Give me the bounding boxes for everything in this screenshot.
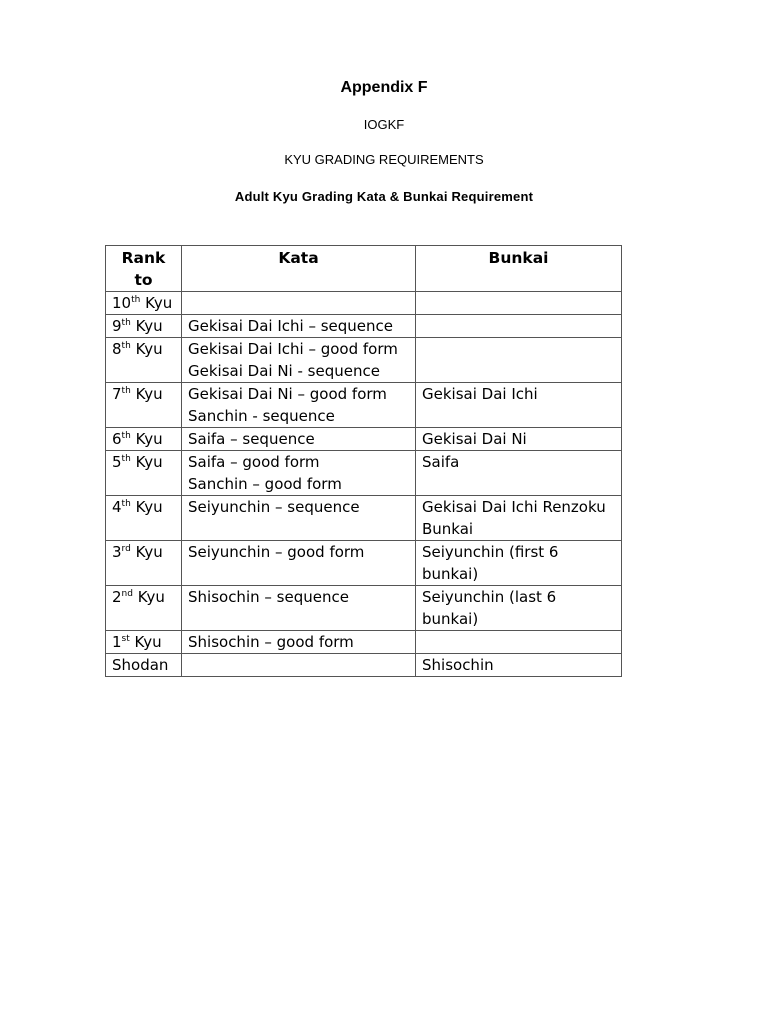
kata-requirement: Seiyunchin – good form [188,543,365,561]
kata-cell [182,383,416,428]
kata-requirement: Seiyunchin – sequence [188,498,360,516]
rank-cell [106,496,182,541]
rank-unit: Kyu [134,633,162,651]
bunkai-cell [416,451,622,496]
rank-ordinal-suffix: th [121,431,131,441]
table-row [106,541,622,586]
bunkai-cell [416,541,622,586]
grading-table [105,245,622,677]
table-row [106,496,622,541]
rank-ordinal-suffix: nd [121,589,133,599]
bunkai-cell [416,631,622,654]
bunkai-requirement: Seiyunchin (last 6 bunkai) [422,588,557,628]
rank-number: 2 [112,588,122,606]
kata-requirement: Saifa – sequence [188,430,315,448]
table-caption: Adult Kyu Grading Kata & Bunkai Requirement [234,189,534,204]
kata-cell [182,451,416,496]
rank-unit: Kyu [135,543,163,561]
bunkai-requirement: Seiyunchin (first 6 bunkai) [422,543,559,583]
kata-cell [182,428,416,451]
rank-ordinal-suffix: st [121,634,130,644]
rank-unit: Kyu [135,453,163,471]
table-row [106,292,622,315]
kata-cell [182,292,416,315]
table-row [106,315,622,338]
rank-ordinal-suffix: th [121,499,131,509]
header-rank: Rank to [106,246,182,292]
rank-ordinal-suffix: th [131,295,141,305]
table-row [106,654,622,677]
table-row [106,428,622,451]
rank-number: 6 [112,430,122,448]
table-row [106,383,622,428]
rank-cell [106,292,182,315]
table-row [106,586,622,631]
rank-ordinal-suffix: th [121,454,131,464]
bunkai-requirement: Gekisai Dai Ichi Renzoku Bunkai [422,498,606,538]
kata-requirement: Gekisai Dai Ni - sequence [188,362,380,380]
bunkai-cell [416,654,622,677]
header-kata: Kata [182,246,416,292]
bunkai-requirement: Gekisai Dai Ni [422,430,527,448]
rank-ordinal-suffix: rd [121,544,131,554]
kata-requirement: Sanchin – good form [188,475,342,493]
bunkai-cell [416,586,622,631]
rank-number: 7 [112,385,122,403]
rank-unit: Kyu [135,498,163,516]
kata-cell [182,496,416,541]
kata-cell [182,654,416,677]
kata-requirement: Shisochin – sequence [188,588,349,606]
rank-unit: Kyu [135,317,163,335]
rank-unit: Kyu [145,294,173,312]
table-row [106,338,622,383]
rank-cell [106,541,182,586]
rank-ordinal-suffix: th [121,386,131,396]
kata-cell [182,586,416,631]
table-row [106,451,622,496]
kata-requirement: Saifa – good form [188,453,320,471]
rank-cell [106,586,182,631]
requirements-title: KYU GRADING REQUIREMENTS [284,152,484,167]
rank-number: 10 [112,294,132,312]
bunkai-cell [416,496,622,541]
rank-number: Shodan [112,656,169,674]
table-row [106,631,622,654]
rank-cell [106,654,182,677]
organization-name: IOGKF [363,117,405,132]
kata-requirement: Shisochin – good form [188,633,354,651]
kata-cell [182,631,416,654]
header-bunkai: Bunkai [416,246,622,292]
rank-unit: Kyu [135,430,163,448]
rank-number: 4 [112,498,122,516]
rank-number: 5 [112,453,122,471]
bunkai-cell [416,315,622,338]
bunkai-requirement: Saifa [422,453,460,471]
rank-cell [106,315,182,338]
rank-cell [106,338,182,383]
rank-cell [106,383,182,428]
bunkai-requirement: Shisochin [422,656,494,674]
kata-cell [182,315,416,338]
rank-unit: Kyu [137,588,165,606]
kata-requirement: Sanchin - sequence [188,407,335,425]
rank-ordinal-suffix: th [121,341,131,351]
rank-unit: Kyu [135,340,163,358]
rank-cell [106,428,182,451]
bunkai-cell [416,383,622,428]
kata-requirement: Gekisai Dai Ichi – good form [188,340,398,358]
table-header-row [106,246,622,292]
rank-cell [106,451,182,496]
rank-unit: Kyu [135,385,163,403]
rank-cell [106,631,182,654]
kata-requirement: Gekisai Dai Ichi – sequence [188,317,393,335]
appendix-title: Appendix F [340,79,428,96]
rank-number: 3 [112,543,122,561]
rank-ordinal-suffix: th [121,318,131,328]
rank-number: 8 [112,340,122,358]
rank-number: 1 [112,633,122,651]
bunkai-cell [416,338,622,383]
kata-cell [182,338,416,383]
kata-requirement: Gekisai Dai Ni – good form [188,385,387,403]
kata-cell [182,541,416,586]
table-body [106,292,622,677]
bunkai-cell [416,428,622,451]
bunkai-requirement: Gekisai Dai Ichi [422,385,538,403]
rank-number: 9 [112,317,122,335]
bunkai-cell [416,292,622,315]
